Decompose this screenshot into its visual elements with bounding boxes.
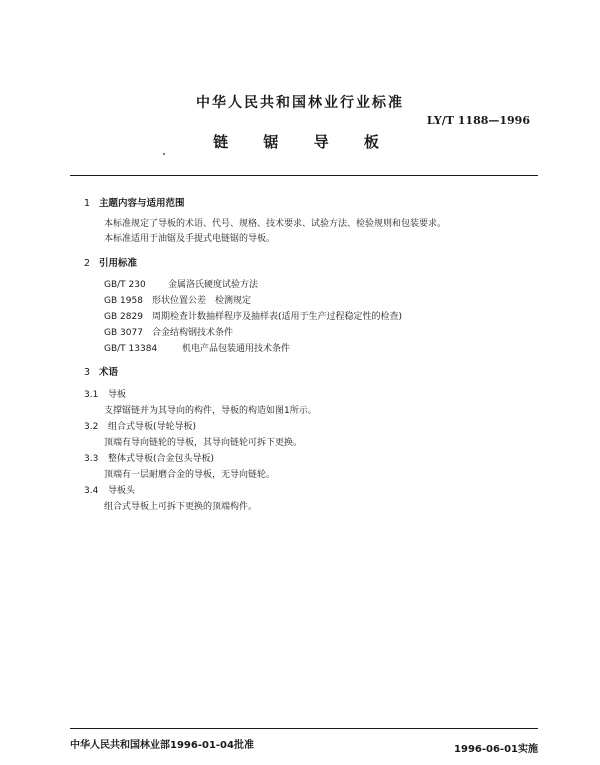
term-number: 3.4 bbox=[84, 486, 99, 496]
section-3-title: 术语 bbox=[99, 367, 119, 378]
effective-date: 1996-06-01实施 bbox=[454, 744, 538, 755]
standard-category-title: 中华人民共和国林业行业标准 bbox=[196, 95, 404, 111]
term-number: 3.2 bbox=[84, 422, 99, 432]
document-title: 链 锯 导 板 bbox=[213, 133, 387, 151]
term-3-2-heading bbox=[84, 419, 196, 432]
reference-row bbox=[104, 293, 251, 306]
section-3-heading bbox=[84, 364, 118, 378]
reference-row bbox=[104, 277, 258, 290]
approval-line: 中华人民共和国林业部1996-01-04批准 bbox=[70, 740, 254, 751]
footer-divider bbox=[70, 728, 538, 729]
term-3-1-definition: 支撑锯链并为其导向的构件，导板的构造如图1所示。 bbox=[104, 406, 317, 416]
term-name: 导板头 bbox=[108, 486, 136, 496]
term-3-3-heading bbox=[84, 451, 214, 464]
term-3-2-definition: 顶端有导向链轮的导板，其导向链轮可拆下更换。 bbox=[104, 438, 303, 448]
section-1-heading bbox=[84, 195, 185, 209]
term-3-1-heading bbox=[84, 387, 126, 400]
speck-mark bbox=[163, 153, 165, 155]
term-name: 整体式导板(合金包头导板) bbox=[108, 454, 215, 464]
reference-code: GB 2829 bbox=[104, 312, 143, 322]
section-2-heading bbox=[84, 255, 137, 269]
section-1-paragraph-1: 本标准规定了导板的术语、代号、规格、技术要求、试验方法、检验规则和包装要求。 bbox=[104, 219, 447, 229]
reference-code: GB 1958 bbox=[104, 296, 143, 306]
reference-title: 形状位置公差 检测规定 bbox=[152, 296, 252, 306]
reference-code: GB/T 13384 bbox=[104, 344, 158, 354]
section-3-number: 3 bbox=[84, 367, 91, 378]
reference-title: 合金结构钢技术条件 bbox=[152, 328, 234, 338]
section-2-number: 2 bbox=[84, 258, 91, 269]
section-1-paragraph-2: 本标准适用于油锯及手提式电链锯的导板。 bbox=[104, 234, 276, 244]
term-name: 组合式导板(导轮导板) bbox=[108, 422, 197, 432]
section-2-title: 引用标准 bbox=[99, 258, 138, 269]
reference-row bbox=[104, 309, 402, 322]
term-number: 3.3 bbox=[84, 454, 99, 464]
term-3-4-heading bbox=[84, 483, 135, 496]
reference-row bbox=[104, 325, 233, 338]
section-1-title: 主题内容与适用范围 bbox=[99, 198, 185, 209]
term-3-3-definition: 顶端有一层耐磨合金的导板，无导向链轮。 bbox=[104, 470, 276, 480]
reference-title: 周期检查计数抽样程序及抽样表(适用于生产过程稳定性的检查) bbox=[152, 312, 403, 322]
reference-row bbox=[104, 341, 290, 354]
header-divider bbox=[70, 175, 538, 176]
reference-code: GB/T 230 bbox=[104, 280, 146, 290]
reference-code: GB 3077 bbox=[104, 328, 143, 338]
term-number: 3.1 bbox=[84, 390, 99, 400]
reference-title: 金属洛氏硬度试验方法 bbox=[168, 280, 259, 290]
reference-title: 机电产品包装通用技术条件 bbox=[182, 344, 291, 354]
standard-code: LY/T 1188—1996 bbox=[426, 114, 530, 127]
section-1-number: 1 bbox=[84, 198, 91, 209]
term-3-4-definition: 组合式导板上可拆下更换的顶端构件。 bbox=[104, 502, 258, 512]
term-name: 导板 bbox=[108, 390, 127, 400]
